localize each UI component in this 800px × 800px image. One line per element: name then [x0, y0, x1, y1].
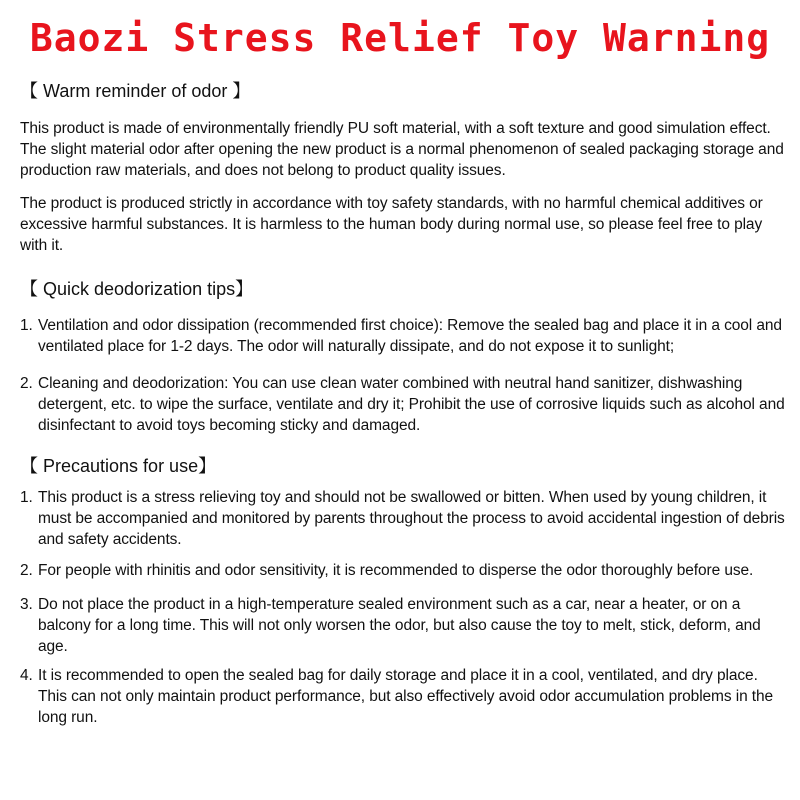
item-text: It is recommended to open the sealed bag for daily storage and place it in a cool, ventilated, and dry place. This can not only maintain product performance, but also effectively avoid odor accumulation problems in the long run. [38, 667, 774, 726]
item-text: Cleaning and deodorization: You can use clean water combined with neutral hand sanitizer, dishwashing detergent, etc. to wipe the surface, ventilate and dry it; Prohibit the use of corrosive liquids such as alcohol and disinfectant to avoid toys becoming sticky and damaged. [38, 375, 785, 434]
precautions-section [20, 455, 790, 477]
list-item [20, 594, 790, 657]
precautions-item-3-block [20, 594, 790, 657]
odor-paragraph-1: This product is made of environmentally friendly PU soft material, with a soft texture and good simulation effect. The slight material odor after opening the new product is a normal phenomenon of sealed packaging storage and production raw materials, and does not belong to product quality issues. [20, 120, 784, 179]
page-title: Baozi Stress Relief Toy Warning [29, 16, 771, 60]
item-text: For people with rhinitis and odor sensitivity, it is recommended to disperse the odor thoroughly before use. [38, 562, 754, 579]
odor-paragraph-2-block [20, 193, 790, 256]
odor-heading: 【 Warm reminder of odor 】 [20, 81, 251, 101]
deodorization-item-2-block [20, 373, 790, 436]
item-number: 1. [20, 489, 33, 506]
precautions-item-2-block [20, 560, 790, 581]
precautions-item-4-block [20, 665, 790, 728]
item-number: 1. [20, 317, 33, 334]
item-number: 3. [20, 596, 33, 613]
precautions-heading: 【 Precautions for use】 [20, 456, 217, 476]
list-item [20, 665, 790, 728]
item-number: 2. [20, 562, 33, 579]
odor-section [20, 80, 790, 102]
list-item [20, 560, 790, 581]
precautions-item-1-block [20, 487, 790, 550]
item-text: Ventilation and odor dissipation (recommended first choice): Remove the sealed bag and place it in a cool and ventilated place for 1-2 days. The odor will naturally dissipate, and do not expose it to sunlight; [38, 317, 782, 355]
list-item [20, 373, 790, 436]
deodorization-item-1-block [20, 315, 790, 357]
list-item [20, 487, 790, 550]
odor-paragraph-1-block [20, 118, 790, 181]
deodorization-heading: 【 Quick deodorization tips】 [20, 279, 254, 299]
deodorization-section [20, 278, 790, 300]
odor-paragraph-2: The product is produced strictly in accordance with toy safety standards, with no harmful chemical additives or excessive harmful substances. It is harmless to the human body during normal use, so please feel free to play with it. [20, 195, 763, 254]
item-number: 4. [20, 667, 33, 684]
item-text: Do not place the product in a high-temperature sealed environment such as a car, near a heater, or on a balcony for a long time. This will not only worsen the odor, but also cause the toy to melt, stick, deform, and age. [38, 596, 761, 655]
list-item [20, 315, 790, 357]
item-number: 2. [20, 375, 33, 392]
item-text: This product is a stress relieving toy and should not be swallowed or bitten. When used by young children, it must be accompanied and monitored by parents throughout the process to avoid accidental ingestion of debris and safety accidents. [38, 489, 785, 548]
